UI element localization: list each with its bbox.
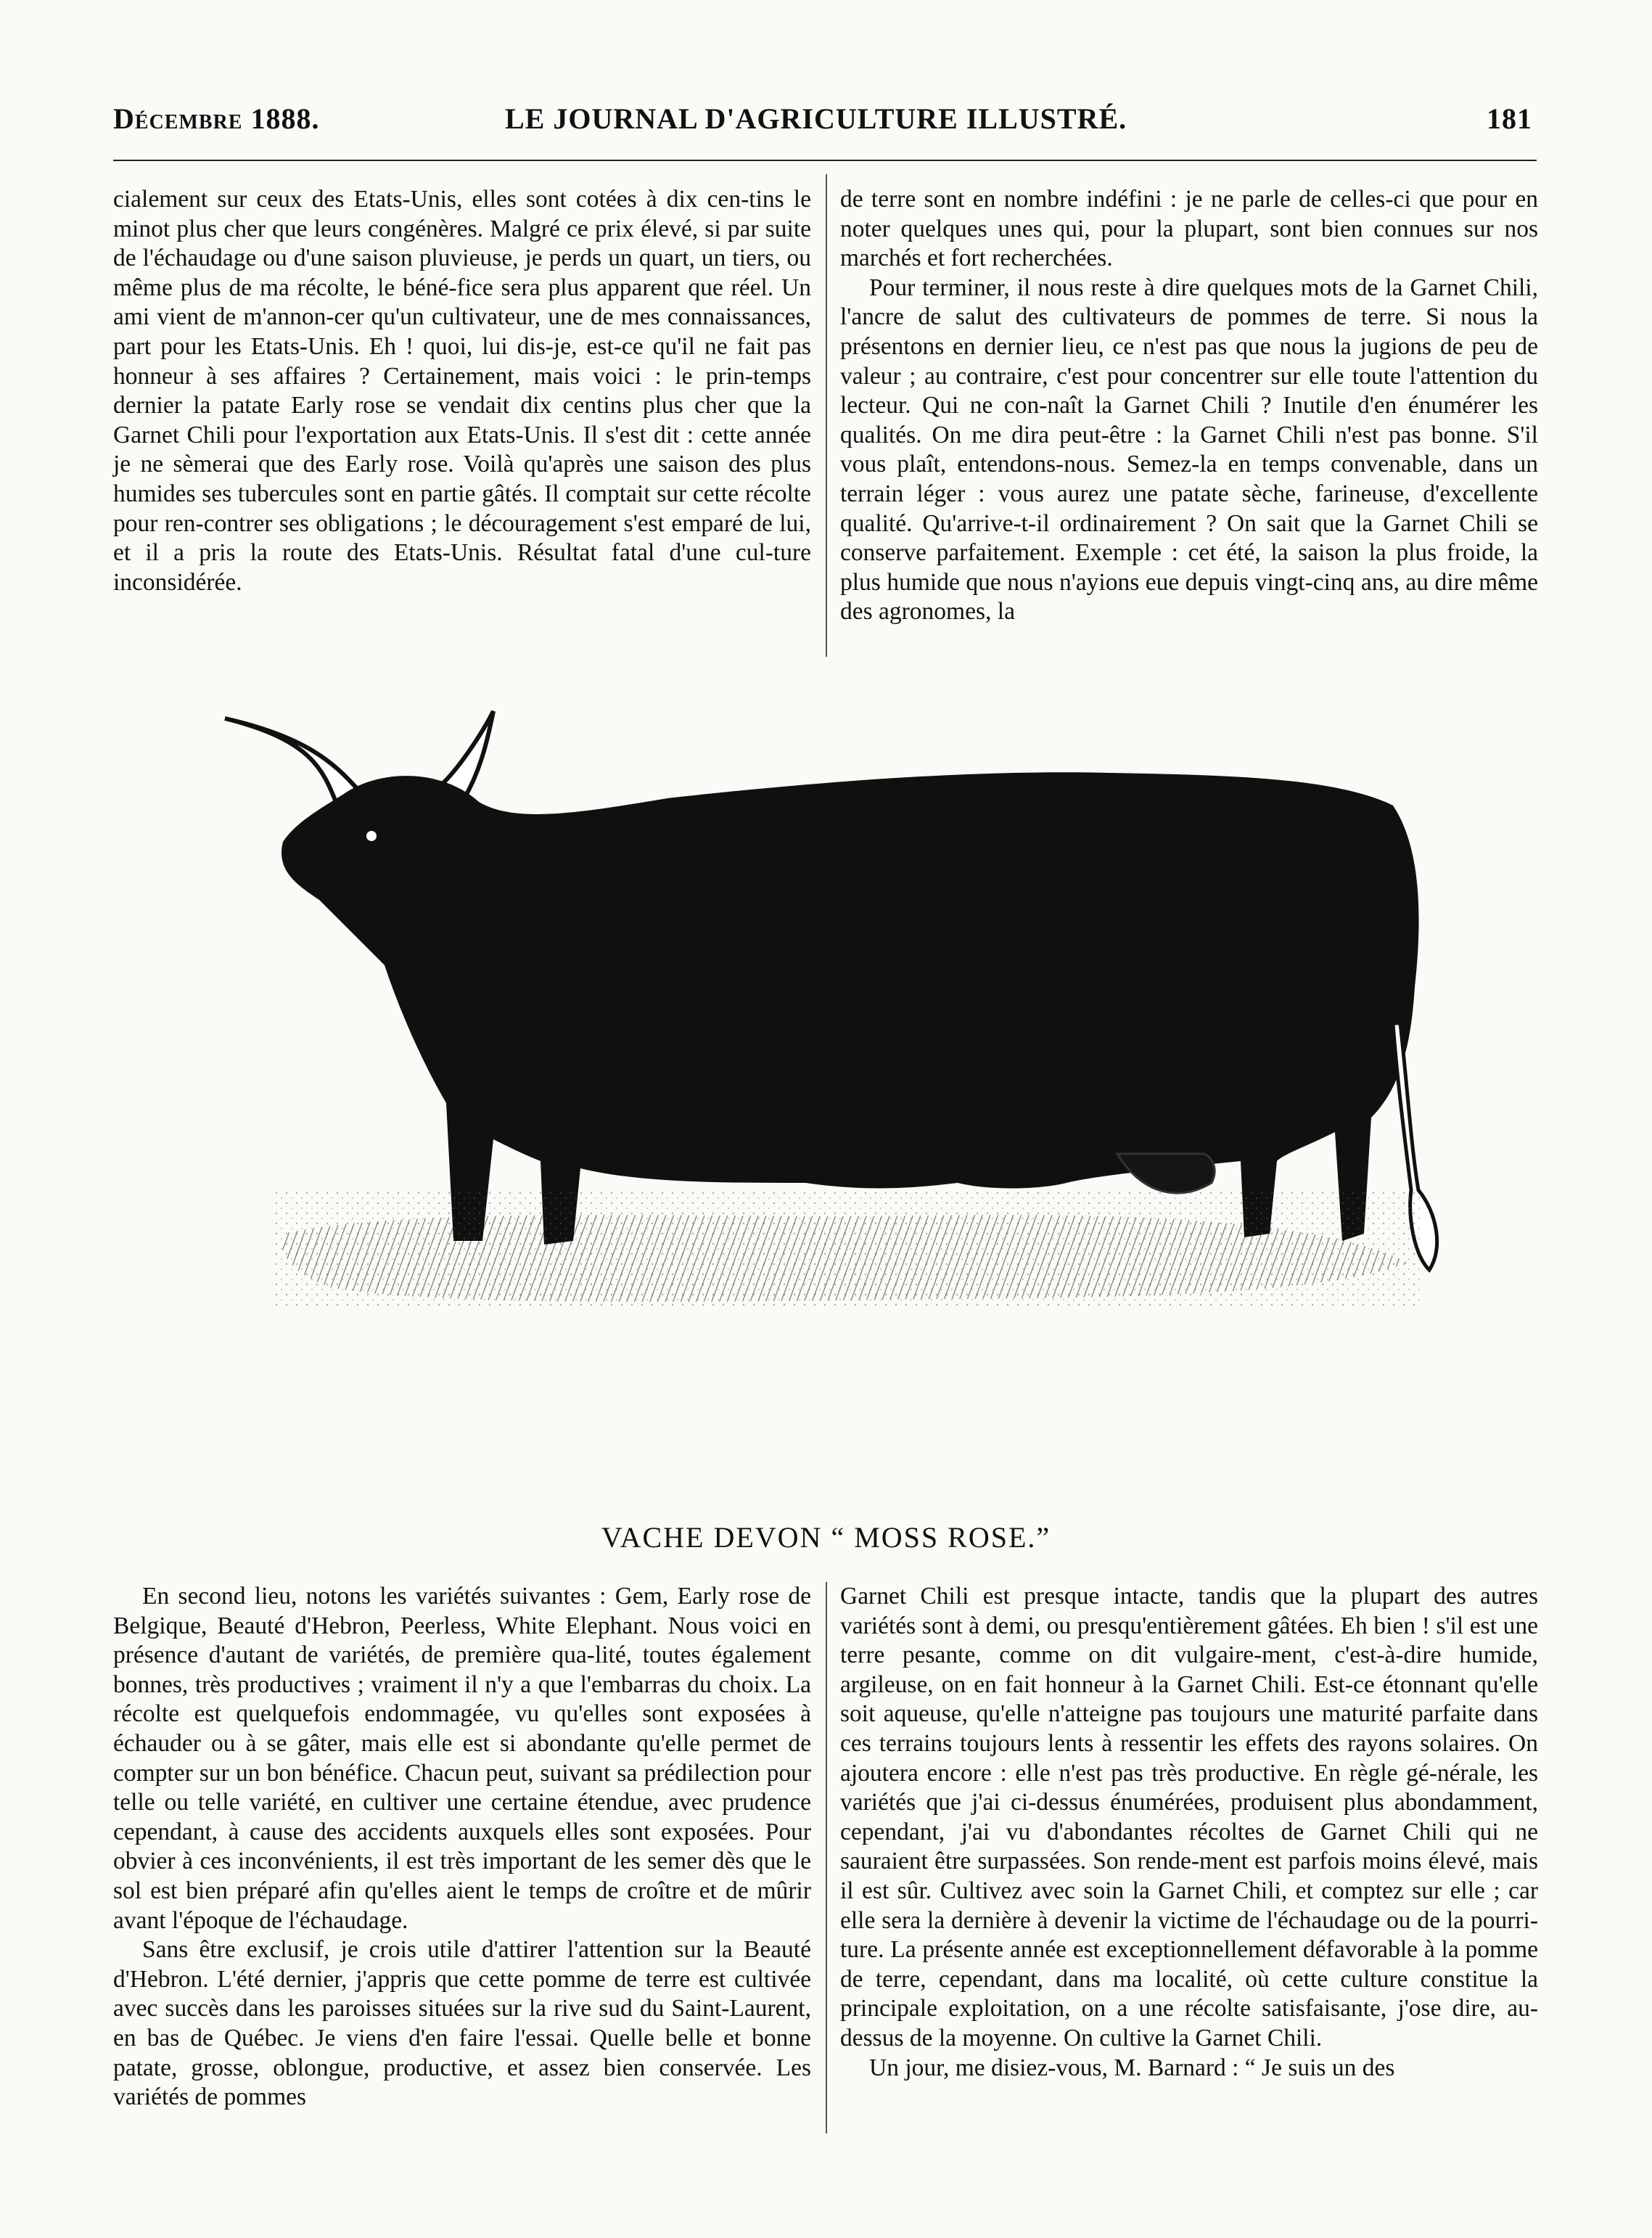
bottom-right-column (840, 1582, 1538, 2083)
bottom-left-column (113, 1582, 811, 2112)
paragraph: Garnet Chili est presque intacte, tandis que la plupart des autres variétés sont à demi, ou presqu'entièrement gâtées. Eh bien ! s'il est une terre pesante, comme on dit vulgaire-ment, c'est-à-dire humide, argileuse, on en fait honneur à la Garnet Chili. Est-ce étonnant qu'elle soit aqueuse, qu'elle n'atteigne pas toujours une maturité parfaite dans ces terrains toujours lents à ressentir les effets des rayons solaires. On ajoutera encore : elle n'est pas très productive. En règle gé-nérale, les variétés que j'ai ci-dessus énumérées, produisent plus abondamment, cependant, j'ai vu d'abondantes récoltes de Garnet Chili qui ne sauraient être surpassées. Son rende-ment est parfois moins élevé, mais il est sûr. Cultivez avec soin la Garnet Chili, et comptez sur elle ; car elle sera la dernière à devenir la victime de l'échaudage ou de la pourri-ture. La présente année est exceptionnellement défavorable à la pomme de terre, cependant, dans ma localité, où cette culture constitue la principale exploitation, on a une récolte satisfaisante, j'ose dire, au-dessus de la moyenne. On cultive la Garnet Chili. (840, 1583, 1538, 2052)
running-header (113, 102, 1537, 147)
figure-caption: VACHE DEVON “ MOSS ROSE.” (601, 1521, 1051, 1554)
ground-speckle (276, 1190, 1422, 1306)
paragraph: Sans être exclusif, je crois utile d'attirer l'attention sur la Beauté d'Hebron. L'été dernier, j'appris que cette pomme de terre est cultivée avec succès dans les paroisses situées sur la rive sud du Saint-Laurent, en bas de Québec. Je viens d'en faire l'essai. Quelle belle et bonne patate, grosse, oblongue, productive, et assez bien conservée. Les variétés de pommes (113, 1936, 811, 2111)
cow-engraving (203, 682, 1451, 1502)
issue-date: Décembre 1888. (113, 102, 320, 135)
paragraph: Pour terminer, il nous reste à dire quelques mots de la Garnet Chili, l'ancre de salut des cultivateurs de pommes de terre. Si nous la présentons en dernier lieu, ce n'est pas que nous la jugions de peu de valeur ; au contraire, c'est pour concentrer sur elle toute l'attention du lecteur. Qui ne con-naît la Garnet Chili ? Inutile d'en énumérer les qualités. On me dira peut-être : la Garnet Chili n'est pas bonne. S'il vous plaît, entendons-nous. Semez-la en temps convenable, dans un terrain léger : vous aurez une patate sèche, farineuse, d'excellente qualité. Qu'arrive-t-il ordinairement ? On sait que la Garnet Chili se conserve parfaitement. Exemple : cet été, la saison la plus froide, la plus humide que nous n'ayions eue depuis vingt-cinq ans, au dire même des agronomes, la (840, 274, 1538, 626)
left-horn (225, 718, 359, 806)
paragraph: cialement sur ceux des Etats-Unis, elles sont cotées à dix cen-tins le minot plus cher que leurs congénères. Malgré ce prix élevé, si par suite de l'échaudage ou d'une saison pluvieuse, je perds un quart, un tiers, ou même plus de ma récolte, le béné-fice sera plus apparent que réel. Un ami vient de m'annon-cer qu'un cultivateur, une de mes connaissances, part pour les Etats-Unis. Eh ! quoi, lui dis-je, est-ce qu'il ne fait pas honneur à ses affaires ? Certainement, mais voici : le prin-temps dernier la patate Early rose se vendait dix centins plus cher que la Garnet Chili pour l'exportation aux Etats-Unis. Il s'est dit : cette année je ne sèmerai que des Early rose. Voilà qu'après une saison des plus humides ses tubercules sont en partie gâtés. Il comptait sur cette récolte pour ren-contrer ses obligations ; le découragement s'est emparé de lui, et il a pris la route des Etats-Unis. Résultat fatal d'une cul-ture inconsidérée. (113, 186, 811, 596)
top-left-column (113, 185, 811, 597)
paragraph: En second lieu, notons les variétés suivantes : Gem, Early rose de Belgique, Beauté d'Hebron, Peerless, White Elephant. Nous voici en présence d'autant de variétés, de première qua-lité, toutes également bonnes, très productives ; vraiment il n'y a que l'embarras du choix. La récolte est quelquefois endommagée, vu qu'elles sont exposées à échauder ou à se gâter, mais elle est si abondante qu'elle permet de compter sur un bon bénéfice. Chacun peut, suivant sa prédilection pour telle ou telle variété, en cultiver une certaine étendue, avec prudence cependant, à cause des accidents auxquels elles sont exposées. Pour obvier à ces inconvénients, il est très important de les semer dès que le sol est bien préparé afin qu'elles aient le temps de croître et de mûrir avant l'époque de l'échaudage. (113, 1583, 811, 1934)
udder (1117, 1154, 1215, 1193)
journal-title: LE JOURNAL D'AGRICULTURE ILLUSTRÉ. (505, 102, 1127, 135)
top-right-column (840, 185, 1538, 627)
page-number: 181 (1487, 102, 1532, 135)
paragraph: Un jour, me disiez-vous, M. Barnard : “ Je suis un des (869, 2054, 1395, 2081)
column-separator (826, 1582, 827, 2134)
paragraph: de terre sont en nombre indéfini : je ne parle de celles-ci que pour en noter quelques unes qui, pour la plupart, sont bien connues sur nos marchés et fort recherchées. (840, 186, 1538, 272)
eye (366, 831, 377, 841)
header-rule (113, 160, 1537, 161)
cow-body (282, 772, 1419, 1245)
column-separator (826, 174, 827, 657)
